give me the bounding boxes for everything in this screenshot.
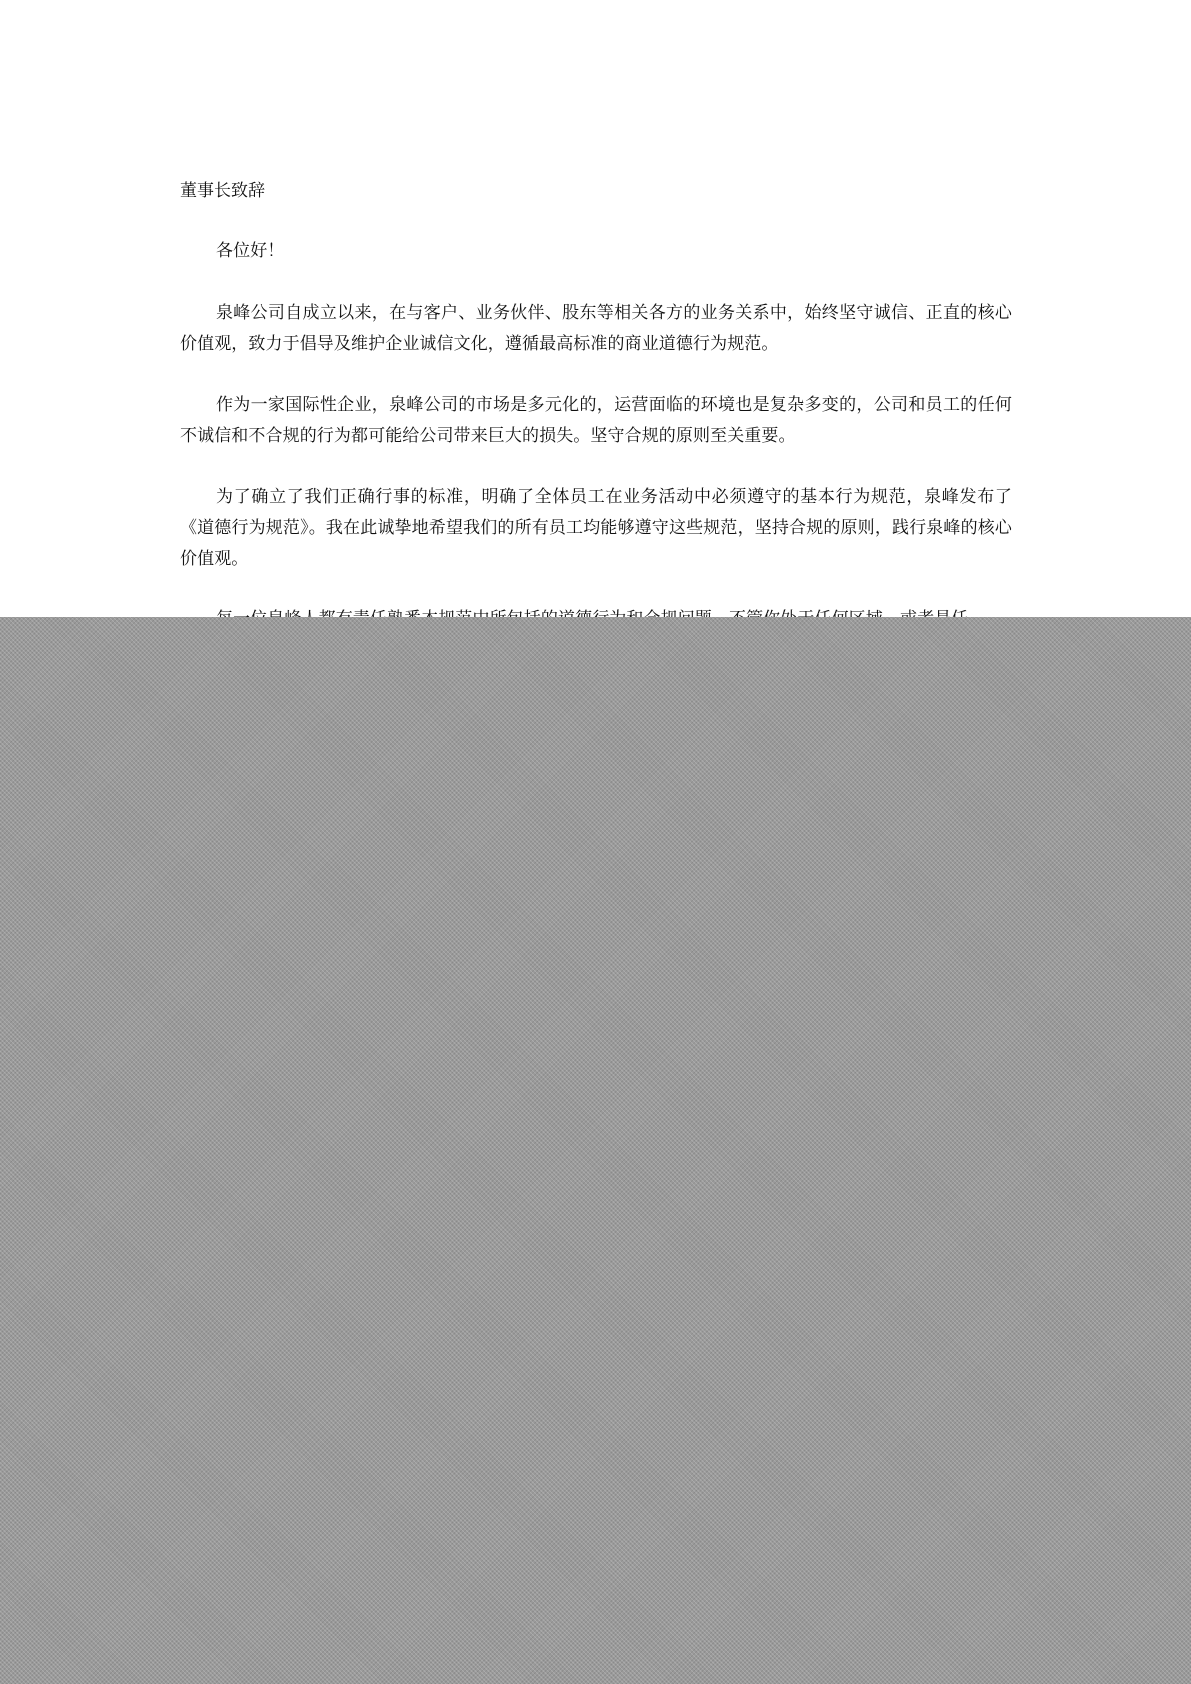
paragraph: 作为一家国际性企业，泉峰公司的市场是多元化的，运营面临的环境也是复杂多变的，公司和员工的任何不诚信和不合规的行为都可能给公司带来巨大的损失。坚守合规的原则至关重要。 xyxy=(180,395,1012,446)
paragraph: 为了确立了我们正确行事的标准，明确了全体员工在业务活动中必须遵守的基本行为规范，泉峰发布了《道德行为规范》。我在此诚挚地希望我们的所有员工均能够遵守这些规范，坚持合规的原则，践行泉峰的核心价值观。 xyxy=(180,487,1012,569)
document-title: 董事长致辞 xyxy=(180,181,265,201)
redaction-overlay xyxy=(0,617,1191,1684)
greeting: 各位好！ xyxy=(216,241,285,261)
paragraph: 泉峰公司自成立以来，在与客户、业务伙伴、股东等相关各方的业务关系中，始终坚守诚信、正直的核心价值观，致力于倡导及维护企业诚信文化，遵循最高标准的商业道德行为规范。 xyxy=(180,303,1012,354)
